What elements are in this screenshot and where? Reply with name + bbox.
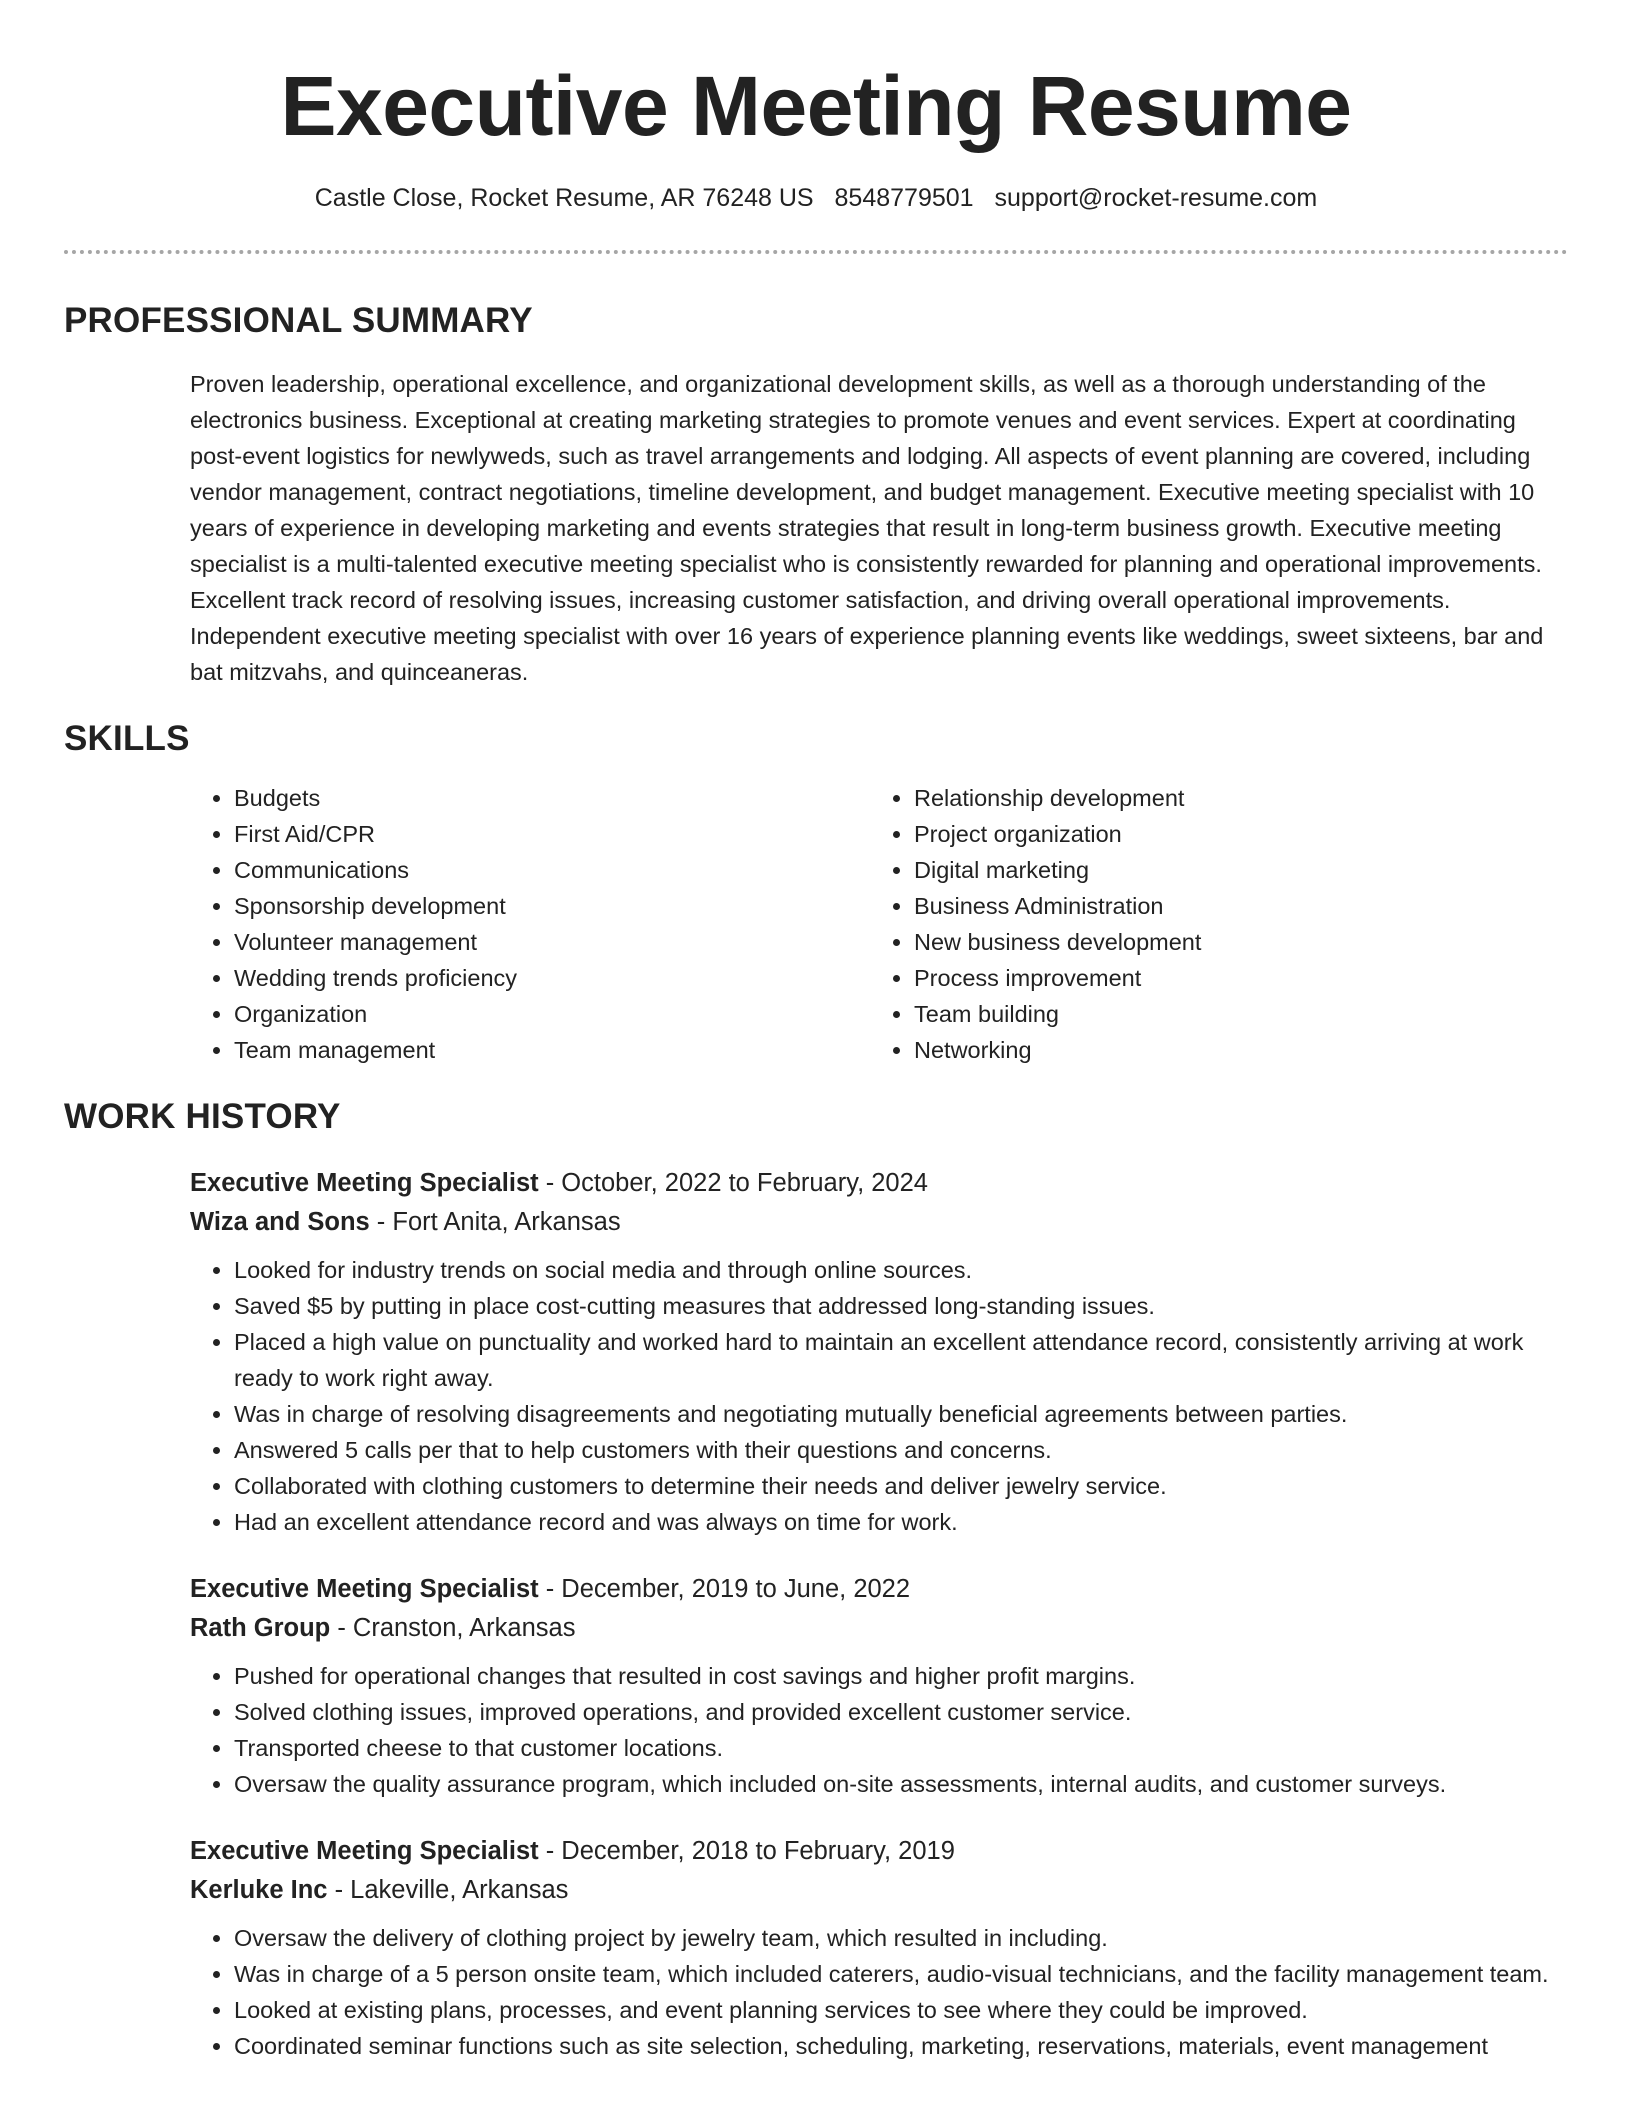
job-bullets — [190, 1252, 1568, 1540]
skills-column-right — [870, 780, 1514, 1068]
skill-item: • Communications — [234, 852, 870, 888]
job-entry — [190, 1832, 1568, 2064]
job-role-line — [190, 1164, 1568, 1203]
job-company-line — [190, 1609, 1568, 1648]
skill-item: • Process improvement — [914, 960, 1514, 996]
skill-item: • Business Administration — [914, 888, 1514, 924]
job-company-line — [190, 1203, 1568, 1242]
job-entry — [190, 1570, 1568, 1802]
job-dates: - October, 2022 to February, 2024 — [538, 1169, 928, 1197]
skill-item: • Relationship development — [914, 780, 1514, 816]
summary-heading: PROFESSIONAL SUMMARY — [64, 301, 533, 340]
job-bullet: • Coordinated seminar functions such as site selection, scheduling, marketing, reservations, materials, event management — [234, 2028, 1568, 2064]
job-bullet: • Collaborated with clothing customers to determine their needs and deliver jewelry service. — [234, 1468, 1568, 1504]
skill-item: • Networking — [914, 1032, 1514, 1068]
job-bullets — [190, 1920, 1568, 2064]
job-company: Wiza and Sons — [190, 1208, 370, 1236]
job-dates: - December, 2018 to February, 2019 — [538, 1837, 955, 1865]
skill-item: • Sponsorship development — [234, 888, 870, 924]
job-dates: - December, 2019 to June, 2022 — [538, 1575, 911, 1603]
job-bullet: • Saved $5 by putting in place cost-cutting measures that addressed long-standing issues. — [234, 1288, 1568, 1324]
job-role-line — [190, 1570, 1568, 1609]
skill-item: • Wedding trends proficiency — [234, 960, 870, 996]
job-bullet: • Placed a high value on punctuality and worked hard to maintain an excellent attendance record, consistently arriving at work ready to work right away. — [234, 1324, 1568, 1396]
job-bullet: • Pushed for operational changes that resulted in cost savings and higher profit margins. — [234, 1658, 1568, 1694]
phone-text: 8548779501 — [834, 184, 974, 212]
job-bullet: • Answered 5 calls per that to help customers with their questions and concerns. — [234, 1432, 1568, 1468]
job-bullet: • Oversaw the quality assurance program, which included on-site assessments, internal audits, and customer surveys. — [234, 1766, 1568, 1802]
skill-item: • Organization — [234, 996, 870, 1032]
skill-item: • Digital marketing — [914, 852, 1514, 888]
job-bullet: • Had an excellent attendance record and was always on time for work. — [234, 1504, 1568, 1540]
skills-heading: SKILLS — [64, 719, 190, 758]
job-role: Executive Meeting Specialist — [190, 1575, 539, 1603]
resume-title: Executive Meeting Resume — [280, 59, 1352, 153]
job-location: - Lakeville, Arkansas — [327, 1876, 569, 1904]
job-company: Kerluke Inc — [190, 1876, 328, 1904]
job-bullet: • Solved clothing issues, improved operations, and provided excellent customer service. — [234, 1694, 1568, 1730]
skill-item: • Project organization — [914, 816, 1514, 852]
job-company: Rath Group — [190, 1614, 331, 1642]
job-company-line — [190, 1871, 1568, 1910]
job-bullet: • Looked for industry trends on social media and through online sources. — [234, 1252, 1568, 1288]
job-role: Executive Meeting Specialist — [190, 1169, 539, 1197]
resume-page — [64, 0, 1568, 2064]
job-location: - Fort Anita, Arkansas — [369, 1208, 621, 1236]
skill-item: • New business development — [914, 924, 1514, 960]
skills-list — [190, 780, 1568, 1068]
skill-item: • Budgets — [234, 780, 870, 816]
work-history-heading: WORK HISTORY — [64, 1097, 341, 1136]
skill-item: • Team management — [234, 1032, 870, 1068]
skill-item: • First Aid/CPR — [234, 816, 870, 852]
summary-text: Proven leadership, operational excellence, and organizational development skills, as well as a thorough understanding of the electronics business. Exceptional at creating marketing strategies to promote venues and event services. Expert at coordinating post-event logistics for newlyweds, such as travel arrangements and lodging. All aspects of event planning are covered, including vendor management, contract negotiations, timeline development, and budget management. Executive meeting specialist with 10 years of experience in developing marketing and events strategies that result in long-term business growth. Executive meeting specialist is a multi-talented executive meeting specialist who is consistently rewarded for planning and operational improvements. Excellent track record of resolving issues, increasing customer satisfaction, and driving overall operational improvements. Independent executive meeting specialist with over 16 years of experience planning events like weddings, sweet sixteens, bar and bat mitzvahs, and quinceaneras. — [190, 371, 1544, 685]
skill-item: • Volunteer management — [234, 924, 870, 960]
job-bullet: • Was in charge of a 5 person onsite team, which included caterers, audio-visual technicians, and the facility management team. — [234, 1956, 1568, 1992]
skill-item: • Team building — [914, 996, 1514, 1032]
job-bullets — [190, 1658, 1568, 1802]
job-entry — [190, 1164, 1568, 1540]
job-role-line — [190, 1832, 1568, 1871]
contact-line — [64, 182, 1568, 214]
job-role: Executive Meeting Specialist — [190, 1837, 539, 1865]
job-location: - Cranston, Arkansas — [330, 1614, 576, 1642]
skills-column-left — [190, 780, 870, 1068]
job-bullet: • Looked at existing plans, processes, and event planning services to see where they could be improved. — [234, 1992, 1568, 2028]
header-divider — [64, 250, 1568, 254]
address-text: Castle Close, Rocket Resume, AR 76248 US — [314, 184, 814, 212]
job-bullet: • Was in charge of resolving disagreements and negotiating mutually beneficial agreements between parties. — [234, 1396, 1568, 1432]
job-bullet: • Transported cheese to that customer locations. — [234, 1730, 1568, 1766]
email-text: support@rocket-resume.com — [994, 184, 1318, 212]
job-bullet: • Oversaw the delivery of clothing project by jewelry team, which resulted in including. — [234, 1920, 1568, 1956]
